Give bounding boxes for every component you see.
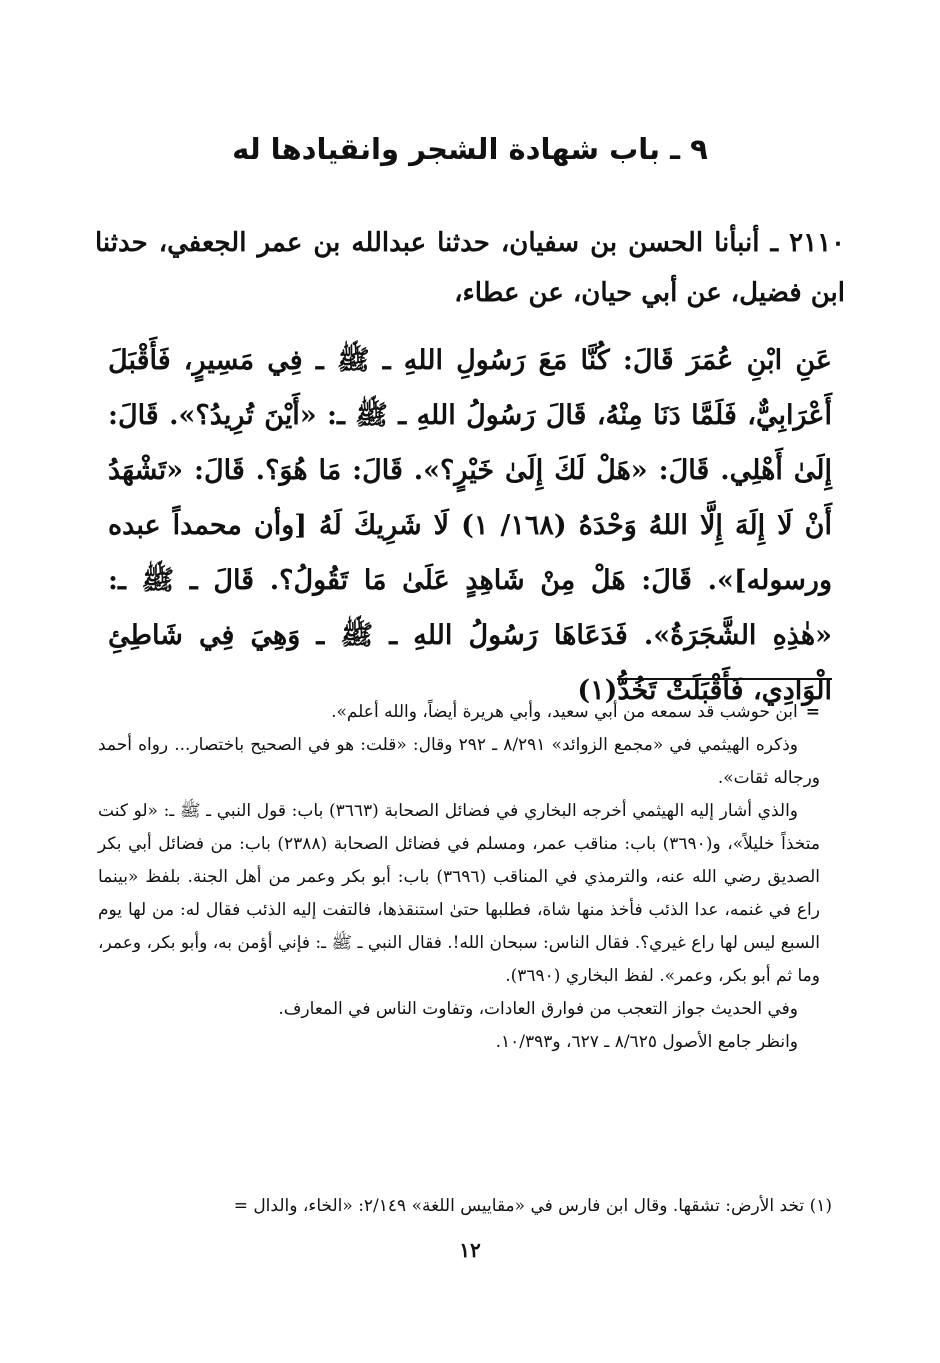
footnote-line: وفي الحديث جواز التعجب من فوارق العادات، وتفاوت الناس في المعارف. bbox=[278, 999, 798, 1019]
footnote-separator bbox=[617, 678, 832, 680]
footnote-line: وانظر جامع الأصول ٨/٦٢٥ ـ ٦٢٧، و١٠/٣٩٣. bbox=[495, 1032, 798, 1052]
footnotes-block bbox=[98, 696, 820, 1059]
page-number: ١٢ bbox=[459, 1238, 481, 1262]
footnote-line: والذي أشار إليه الهيثمي أخرجه البخاري في فضائل الصحابة (٣٦٦٣) باب: قول النبي ـ ﷺ ـ: «لو كنت متخذاً خليلاً»، و(٣٦٩٠) باب: مناقب عمر، ومسلم في فضائل الصحابة (٢٣٨٨) باب: من فضائل أبي بكر الصديق رضي الله عنه، والترمذي في المناقب (٣٦٩٦) باب: أبو بكر وعمر من أهل الجنة. بلفظ «بينما راع في غنمه، عدا الذئب فأخذ منها شاة، فطلبها حتىٰ استنقذها، فالتفت إليه الذئب فقال له: من لها يوم السبع ليس لها راع غيري؟. فقال الناس: سبحان الله!. فقال النبي ـ ﷺ ـ: فإني أؤمن به، وأبو بكر، وعمر، وما ثم أبو بكر، وعمر». لفظ البخاري (٣٦٩٠). bbox=[98, 801, 820, 986]
hadith-isnad: ٢١١٠ ـ أنبأنا الحسن بن سفيان، حدثنا عبدالله بن عمر الجعفي، حدثنا ابن فضيل، عن أبي حيان، عن عطاء، bbox=[95, 228, 845, 308]
continuation-mark: = bbox=[805, 702, 820, 722]
footnote-line bbox=[98, 696, 820, 729]
footnote-1: (١) تخد الأرض: تشقها. وقال ابن فارس في «مقاييس اللغة» ٢/١٤٩: «الخاء، والدال = bbox=[233, 1196, 832, 1216]
hadith-matn: عَنِ ابْنِ عُمَرَ قَالَ: كُنَّا مَعَ رَسُولِ اللهِ ـ ﷺ ـ فِي مَسِيرٍ، فَأَقْبَلَ أَعْرَابِيٌّ، فَلَمَّا دَنَا مِنْهُ، قَالَ رَسُولُ اللهِ ـ ﷺ ـ: «أَيْنَ تُرِيدُ؟». قَالَ: إِلَىٰ أَهْلِي. قَالَ: «هَلْ لَكَ إِلَىٰ خَيْرٍ؟». قَالَ: مَا هُوَ؟. قَالَ: «تَشْهَدُ أَنْ لَا إِلَهَ إِلَّا اللهُ وَحْدَهُ (١٦٨/ ١) لَا شَرِيكَ لَهُ [وأن محمداً عبده ورسوله]». قَالَ: هَلْ مِنْ شَاهِدٍ عَلَىٰ مَا تَقُولُ؟. قَالَ ـ ﷺ ـ: «هٰذِهِ الشَّجَرَةُ». فَدَعَاهَا رَسُولُ اللهِ ـ ﷺ ـ وَهِيَ فِي شَاطِئِ الْوَادِي، فَأَقْبَلَتْ تَخُدُّ(١) bbox=[108, 345, 832, 706]
chapter-title: ٩ ـ باب شهادة الشجر وانقيادها له bbox=[232, 132, 708, 166]
footnote-line: وذكره الهيثمي في «مجمع الزوائد» ٨/٢٩١ ـ ٢٩٢ وقال: «قلت: هو في الصحيح باختصار... رواه أحمد ورجاله ثقات». bbox=[98, 735, 820, 788]
footnote-text: ابن حوشب قد سمعه من أبي سعيد، وأبي هريرة أيضاً، والله أعلم». bbox=[331, 702, 798, 722]
